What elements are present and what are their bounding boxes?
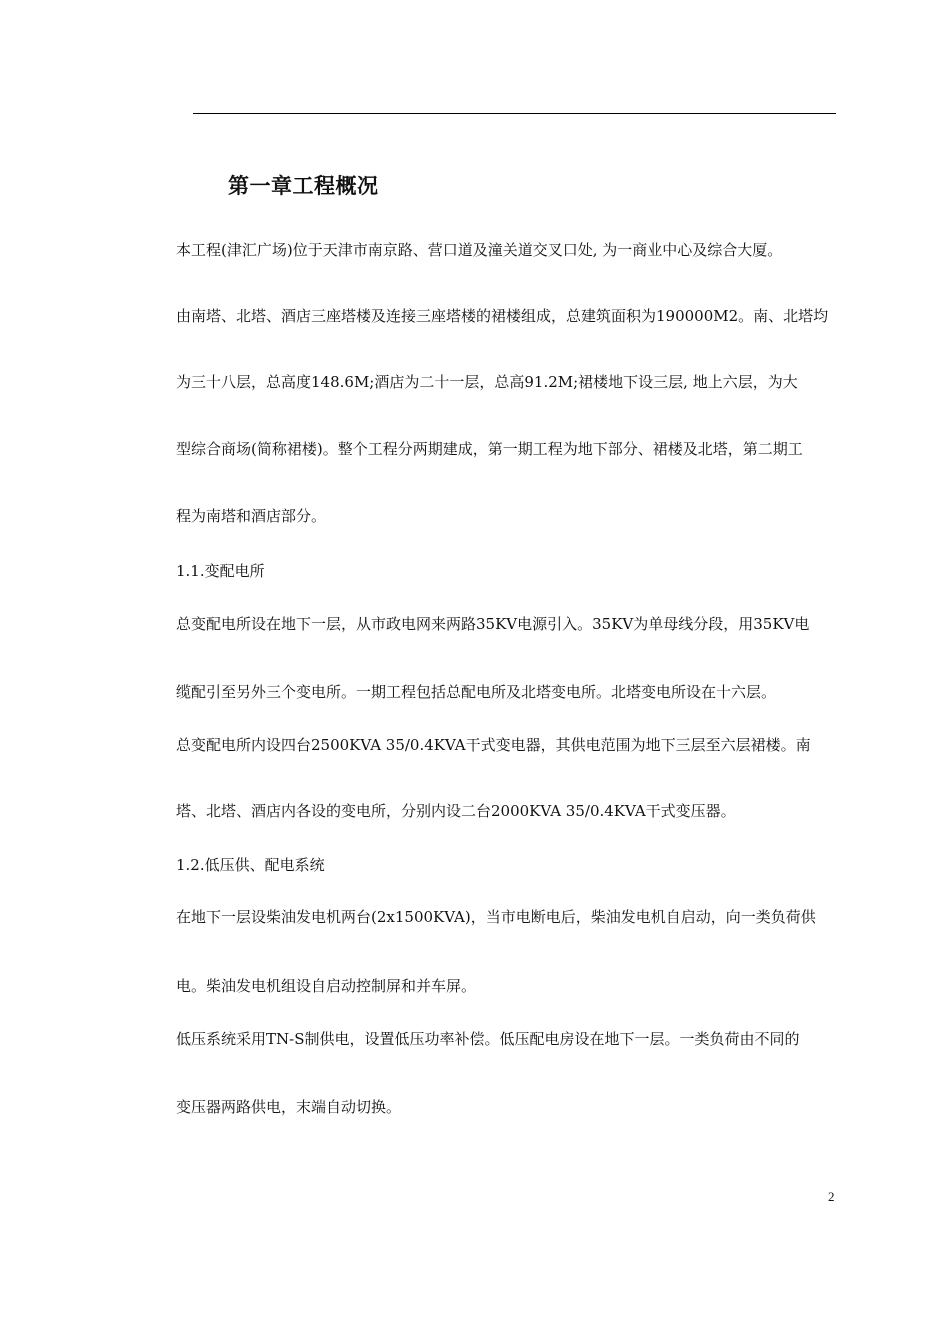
section-heading-1-2: 1.2.低压供、配电系统	[176, 856, 325, 874]
paragraph-line: 程为南塔和酒店部分。	[176, 507, 327, 525]
paragraph-line: 塔、北塔、酒店内各设的变电所，分别内设二台2000KVA 35/0.4KVA干式变压器。	[176, 802, 736, 820]
paragraph-line: 型综合商场(简称裙楼)。整个工程分两期建成，第一期工程为地下部分、裙楼及北塔，第二期工	[176, 440, 803, 458]
paragraph-line: 在地下一层设柴油发电机两台(2x1500KVA)，当市电断电后，柴油发电机自启动，向一类负荷供	[176, 908, 816, 926]
paragraph-line: 由南塔、北塔、酒店三座塔楼及连接三座塔楼的裙楼组成，总建筑面积为190000M2。南、北塔均	[176, 307, 829, 325]
page-number: 2	[828, 1189, 835, 1204]
paragraph-line: 低压系统采用TN-S制供电，设置低压功率补偿。低压配电房设在地下一层。一类负荷由不同的	[176, 1030, 800, 1048]
header-rule	[193, 113, 836, 114]
paragraph-line: 总变配电所设在地下一层，从市政电网来两路35KV电源引入。35KV为单母线分段，用35KV电	[176, 615, 810, 633]
paragraph-line: 本工程(津汇广场)位于天津市南京路、营口道及潼关道交叉口处, 为一商业中心及综合大厦。	[176, 241, 783, 259]
paragraph-line: 缆配引至另外三个变电所。一期工程包括总配电所及北塔变电所。北塔变电所设在十六层。	[176, 683, 777, 701]
paragraph-line: 变压器两路供电，末端自动切换。	[176, 1098, 402, 1116]
paragraph-line: 总变配电所内设四台2500KVA 35/0.4KVA干式变电器，其供电范围为地下三层至六层裙楼。南	[176, 736, 811, 754]
paragraph-line: 为三十八层，总高度148.6M;酒店为二十一层，总高91.2M;裙楼地下设三层, 地上六层，为大	[176, 373, 798, 391]
paragraph-line: 电。柴油发电机组设自启动控制屏和并车屏。	[176, 977, 477, 995]
section-heading-1-1: 1.1.变配电所	[176, 562, 265, 580]
chapter-title: 第一章工程概况	[228, 173, 379, 198]
